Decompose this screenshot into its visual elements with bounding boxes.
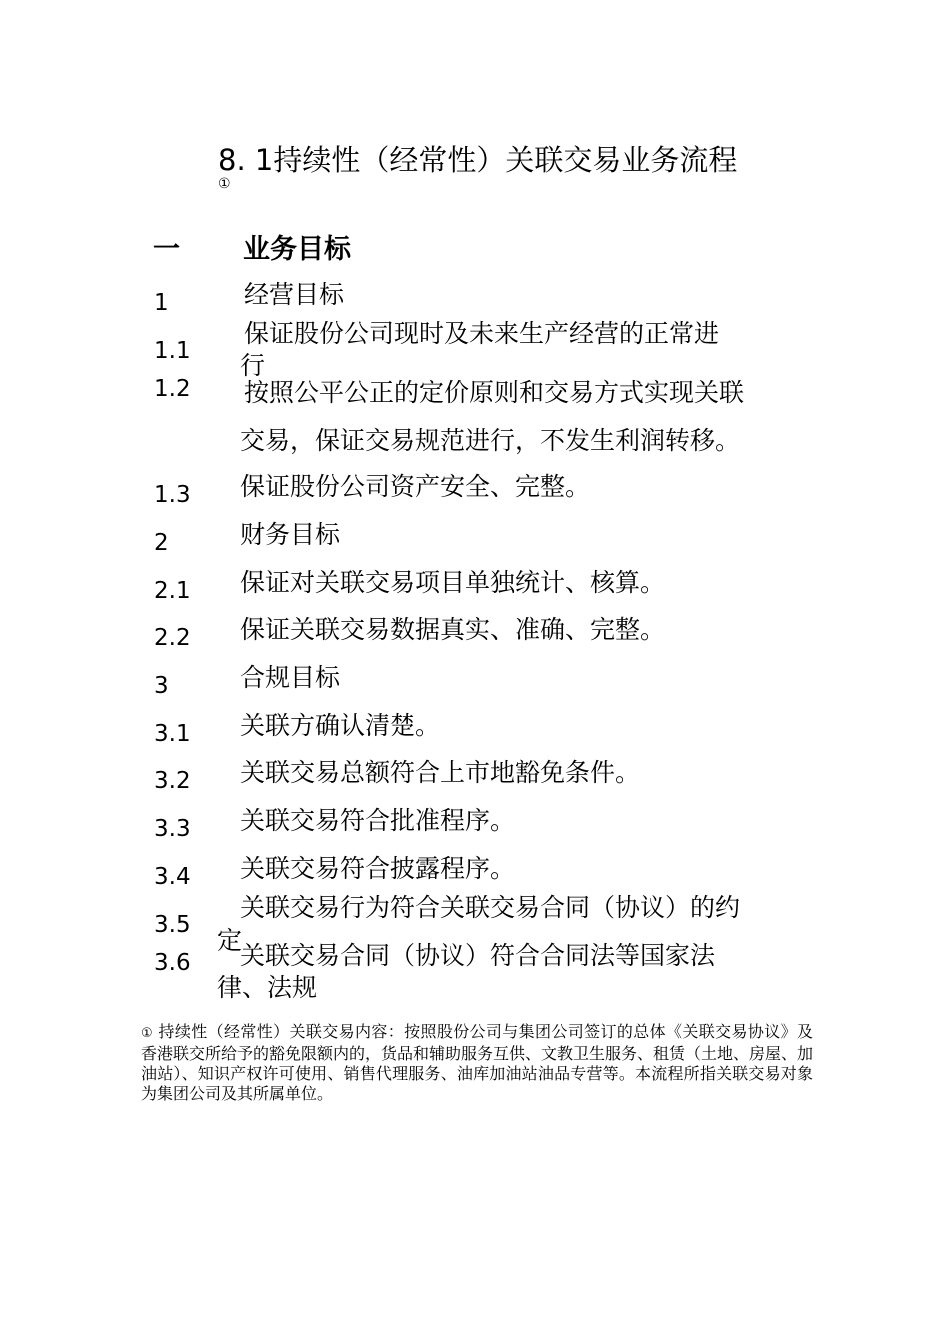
item-number-2-2: 2.2: [154, 625, 191, 651]
page-title: 8. 1持续性（经常性）关联交易业务流程: [218, 143, 738, 177]
item-number-3-6: 3.6: [154, 950, 191, 976]
item-text-1-1: 保证股份公司现时及未来生产经营的正常进: [244, 319, 720, 348]
item-text-1-1-cutoff: [240, 350, 266, 380]
item-text-1: 经营目标: [244, 280, 345, 309]
item-text-3-5-cutoff: [217, 925, 243, 955]
item-number-1-2: 1.2: [154, 376, 191, 402]
item-number-3: 3: [154, 673, 169, 699]
item-text-1-3: 保证股份公司资产安全、完整。: [240, 472, 591, 501]
footnote-marker: ①: [141, 1026, 154, 1041]
item-text-3-1: 关联方确认清楚。: [240, 711, 441, 740]
item-text-3-3: 关联交易符合批准程序。: [240, 806, 516, 835]
item-number-3-1: 3.1: [154, 721, 191, 747]
section-number: 一: [153, 234, 180, 265]
item-text-3: 合规目标: [240, 663, 341, 692]
item-text-3-5-cutoff-glyph: 定: [217, 926, 243, 955]
item-text-3-2: 关联交易总额符合上市地豁免条件。: [240, 758, 641, 787]
item-number-3-4: 3.4: [154, 864, 191, 890]
item-number-1: 1: [154, 290, 169, 316]
title-footnote-marker: ①: [218, 176, 231, 192]
item-number-1-3: 1.3: [154, 482, 191, 508]
item-text-3-6: 关联交易合同（协议）符合合同法等国家法: [240, 941, 716, 970]
item-number-3-3: 3.3: [154, 816, 191, 842]
item-number-1-1: 1.1: [154, 338, 191, 364]
item-text-2-2: 保证关联交易数据真实、准确、完整。: [240, 615, 666, 644]
item-text-2: 财务目标: [240, 520, 341, 549]
item-number-2-1: 2.1: [154, 578, 191, 604]
item-number-3-2: 3.2: [154, 768, 191, 794]
item-text-2-1: 保证对关联交易项目单独统计、核算。: [240, 568, 666, 597]
item-text-1-2-continued: 交易，保证交易规范进行，不发生利润转移。: [240, 426, 741, 455]
item-text-3-4: 关联交易符合披露程序。: [240, 854, 516, 883]
item-text-3-5: 关联交易行为符合关联交易合同（协议）的约: [240, 893, 741, 922]
section-title: 业务目标: [243, 234, 351, 265]
item-text-3-6-continued: 律、法规: [217, 973, 318, 1002]
item-number-2: 2: [154, 530, 169, 556]
item-number-3-5: 3.5: [154, 912, 191, 938]
footnote-text: 持续性（经常性）关联交易内容：按照股份公司与集团公司签订的总体《关联交易协议》及香港联交所给予的豁免限额内的，货品和辅助服务互供、文教卫生服务、租赁（土地、房屋、加油站）、知识产权许可使用、销售代理服务、油库加油站油品专营等。本流程所指关联交易对象为集团公司及其所属单位。: [141, 1022, 814, 1103]
footnote: [141, 1022, 813, 1104]
item-text-1-1-cutoff-glyph: 行: [240, 351, 266, 380]
item-text-1-2: 按照公平公正的定价原则和交易方式实现关联: [244, 378, 745, 407]
